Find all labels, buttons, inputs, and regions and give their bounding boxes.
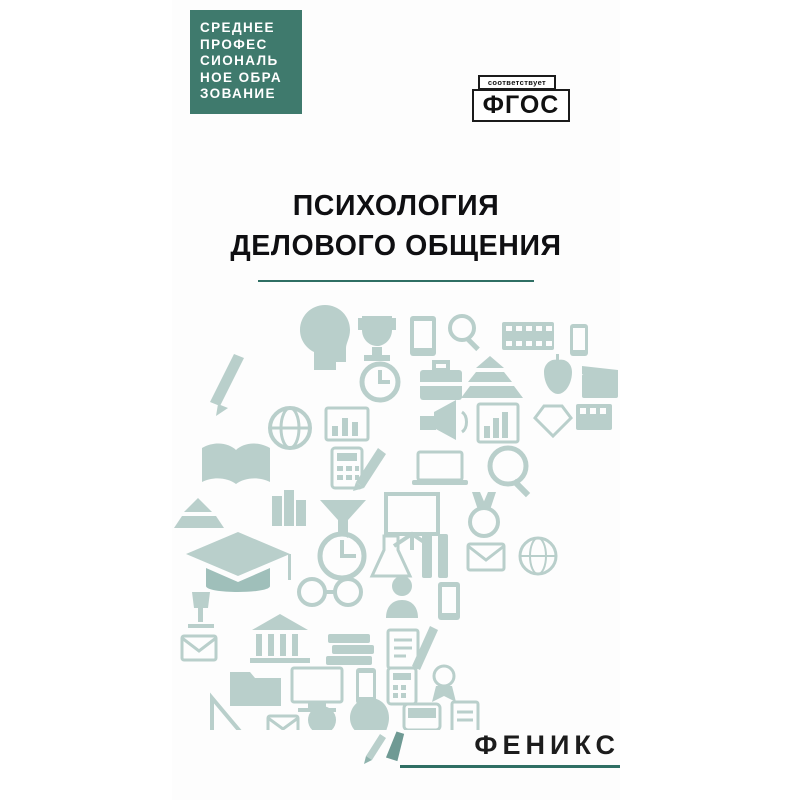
desktop-icon xyxy=(292,668,342,712)
pen-2-icon xyxy=(412,626,438,670)
pyramid-2-icon xyxy=(174,498,224,528)
series-badge-line-4: НОЕ ОБРА xyxy=(200,69,282,85)
document-2-icon xyxy=(452,702,478,730)
clock-icon xyxy=(362,364,398,400)
series-badge-line-1: СРЕДНЕЕ xyxy=(200,20,275,35)
chart-up-icon xyxy=(478,404,518,442)
mail-icon xyxy=(182,636,216,660)
user-badge-icon xyxy=(386,576,418,618)
fgos-stamp-main-label: ФГОС xyxy=(472,89,570,122)
document-icon xyxy=(388,630,418,668)
laptop-icon xyxy=(412,452,468,485)
globe-grid-icon xyxy=(520,538,556,574)
trophy-icon xyxy=(358,316,396,361)
calculator-2-icon xyxy=(388,668,416,704)
title-line-1: ПСИХОЛОГИЯ xyxy=(292,190,500,222)
ruler-icon xyxy=(422,534,448,578)
pyramid-icon xyxy=(461,356,523,398)
fgos-stamp xyxy=(472,75,570,123)
mobile-icon xyxy=(570,324,588,356)
lamp-icon xyxy=(188,592,214,628)
search-icon xyxy=(490,448,530,497)
globe-icon xyxy=(270,408,310,448)
clapperboard-icon xyxy=(582,366,618,398)
medal-icon xyxy=(470,492,498,536)
envelope-2-icon xyxy=(268,716,298,730)
cover-page xyxy=(172,0,620,800)
magnifier-icon xyxy=(450,316,480,351)
head-profile-icon xyxy=(300,305,350,370)
envelope-icon xyxy=(468,544,504,570)
publisher-name: ФЕНИКС xyxy=(474,730,620,760)
icon-mosaic-svg xyxy=(172,300,620,730)
title-divider xyxy=(258,280,534,282)
clapperboard-2-icon xyxy=(576,404,612,430)
bar-chart-icon xyxy=(326,408,368,440)
book-open-icon xyxy=(202,444,270,484)
fgos-stamp-top-label: соответствует xyxy=(478,75,556,90)
smartphone-icon xyxy=(438,582,460,620)
series-badge-line-2: ПРОФЕС xyxy=(200,36,268,52)
megaphone-icon xyxy=(420,400,467,440)
publisher-divider xyxy=(400,765,620,768)
series-badge-line-3: СИОНАЛЬ xyxy=(200,53,279,68)
award-icon xyxy=(432,666,456,702)
apple-icon xyxy=(544,354,572,394)
briefcase-icon xyxy=(420,362,462,400)
stacked-books-icon xyxy=(326,634,374,665)
clock-round-icon xyxy=(320,534,364,578)
folder-icon xyxy=(230,672,281,706)
books-icon xyxy=(272,490,306,526)
diamond-icon xyxy=(535,406,571,436)
pencil-icon xyxy=(210,354,244,416)
title-line-2: ДЕЛОВОГО ОБЩЕНИЯ xyxy=(230,230,562,262)
series-badge-line-5: ЗОВАНИЕ xyxy=(200,86,276,101)
graduation-cap-icon xyxy=(186,532,291,592)
glasses-icon xyxy=(299,579,361,605)
page-title xyxy=(172,186,620,282)
flask-icon xyxy=(372,536,410,576)
tablet-icon xyxy=(410,316,436,356)
film-strip-icon xyxy=(502,322,554,350)
bank-icon xyxy=(250,614,310,663)
series-badge xyxy=(190,10,302,114)
cover-artwork xyxy=(172,300,620,730)
